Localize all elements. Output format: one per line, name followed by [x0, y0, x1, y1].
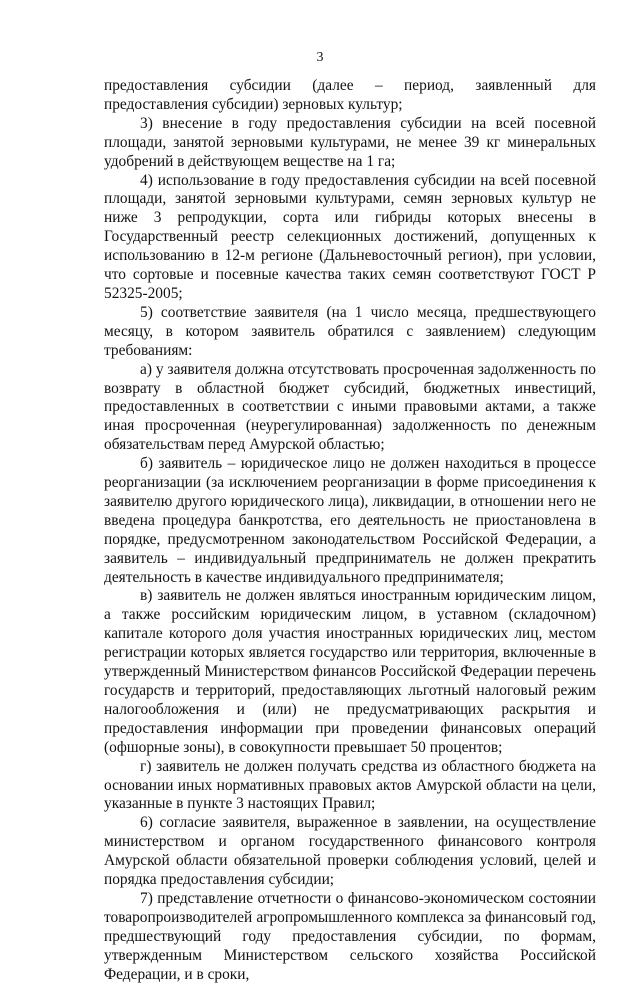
paragraph-subitem-a: а) у заявителя должна отсутствовать просроченная задолженность по возврату в областной бюджет субсидий, бюджетных инвестиций, предоставленных в соответствии с иными правовыми актами, а также иная просроченная (неурегулированная) задолженность по денежным обязательствам перед Амурской областью; — [104, 360, 596, 454]
paragraph-subitem-v: в) заявитель не должен являться иностранным юридическим лицом, а также российским юридическим лицом, в уставном (складочном) капитале которого доля участия иностранных юридических лиц, местом регистрации которых является государство или территория, включенные в утвержденный Министерством финансов Российской Федерации перечень государств и территорий, предоставляющих льготный налоговый режим налогообложения и (или) не предусматривающих раскрытия и предоставления информации при проведении финансовых операций (офшорные зоны), в совокупности превышает 50 процентов; — [104, 587, 596, 756]
paragraph-subitem-b: б) заявитель – юридическое лицо не должен находиться в процессе реорганизации (за исключением реорганизации в форме присоединения к заявителю другого юридического лица), ликвидации, в отношении него не введена процедура банкротства, его деятельность не приостановлена в порядке, предусмотренном законодательством Российской Федерации, а заявитель – индивидуальный предприниматель не должен прекратить деятельность в качестве индивидуального предпринимателя; — [104, 455, 596, 586]
paragraph-item-7: 7) представление отчетности о финансово-экономическом состоянии товаропроизводителей агропромышленного комплекса за финансовый год, предшествующий году предоставления субсидии, по формам, утвержденным Министерством сельского хозяйства Российской Федерации, и в сроки, — [104, 889, 596, 983]
paragraph-subitem-g: г) заявитель не должен получать средства из областного бюджета на основании иных нормативных правовых актов Амурской области на цели, указанные в пункте 3 настоящих Правил; — [104, 757, 596, 813]
page-number: 3 — [316, 50, 324, 65]
paragraph-item-5: 5) соответствие заявителя (на 1 число месяца, предшествующего месяцу, в котором заявитель обратился с заявлением) следующим требованиям: — [104, 303, 596, 359]
paragraph-item-4: 4) использование в году предоставления субсидии на всей посевной площади, занятой зерновыми культурами, семян зерновых культур не ниже 3 репродукции, сорта или гибриды которых внесены в Государственный реестр селекционных достижений, допущенных к использованию в 12-м регионе (Дальневосточный регион), при условии, что сортовые и посевные качества таких семян соответствуют ГОСТ Р 52325-2005; — [104, 171, 596, 302]
paragraph-item-6: 6) согласие заявителя, выраженное в заявлении, на осуществление министерством и органом государственного финансового контроля Амурской области обязательной проверки соблюдения условий, целей и порядка предоставления субсидии; — [104, 814, 596, 889]
paragraph-item-3: 3) внесение в году предоставления субсидии на всей посевной площади, занятой зерновыми культурами, не менее 39 кг минеральных удобрений в действующем веществе на 1 га; — [104, 114, 596, 170]
paragraph-continuation: предоставления субсидии (далее – период, заявленный для предоставления субсидии) зерновых культур; — [104, 77, 596, 113]
document-body — [104, 77, 596, 985]
